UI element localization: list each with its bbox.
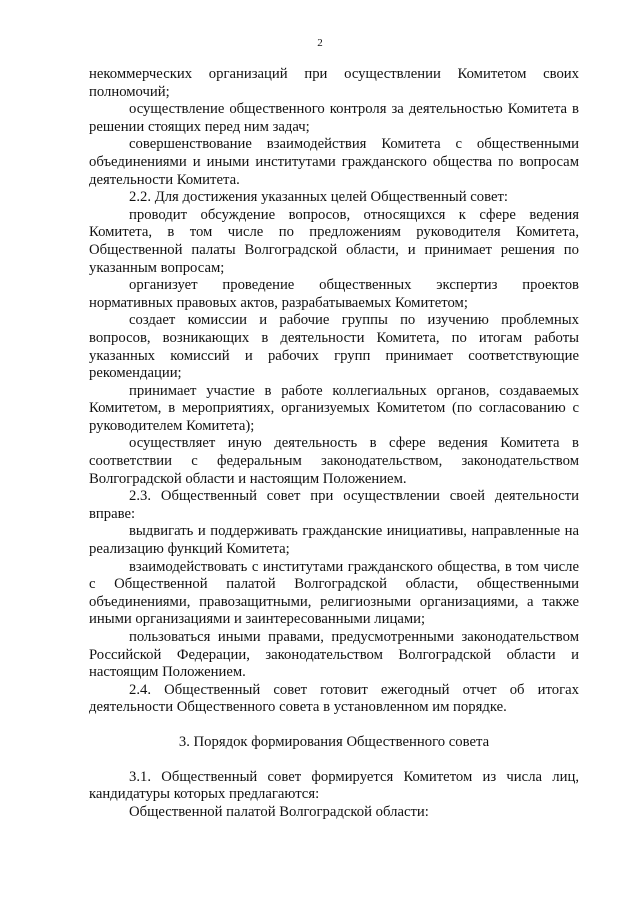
paragraph: осуществляет иную деятельность в сфере ведения Комитета в соответствии с федеральным законодательством, законодательством Волгоградской области и настоящим Положением. [89,435,579,487]
paragraph: принимает участие в работе коллегиальных органов, создаваемых Комитетом, в мероприятиях, организуемых Комитетом (по согласованию с руководителем Комитета); [89,382,579,434]
paragraph: осуществление общественного контроля за деятельностью Комитета в решении стоящих перед ним задач; [89,101,579,135]
page-number: 2 [317,37,323,49]
paragraph: совершенствование взаимодействия Комитета с общественными объединениями и иными институтами гражданского общества по вопросам деятельности Комитета. [89,136,579,188]
paragraph: пользоваться иными правами, предусмотренными законодательством Российской Федерации, законодательством Волгоградской области и настоящим Положением. [89,629,579,681]
paragraph: некоммерческих организаций при осуществлении Комитетом своих полномочий; [89,66,579,100]
paragraph: создает комиссии и рабочие группы по изучению проблемных вопросов, возникающих в деятельности Комитета, по итогам работы указанных комиссий и рабочих групп принимает соответствующие рекомендации; [89,312,579,382]
paragraph: взаимодействовать с институтами гражданского общества, в том числе с Общественной палатой Волгоградской области, общественными объединениями, правозащитными, религиозными организациями, а также иными организациями и заинтересованными лицами; [89,558,579,628]
section-heading: 3. Порядок формирования Общественного совета [178,733,490,750]
document-body [89,66,579,821]
paragraph: проводит обсуждение вопросов, относящихся к сфере ведения Комитета, в том числе по предложениям руководителя Комитета, Общественной палаты Волгоградской области, и принимает решения по указанным вопросам; [89,206,579,276]
paragraph: 2.2. Для достижения указанных целей Общественный совет: [129,189,508,206]
paragraph: организует проведение общественных экспертиз проектов нормативных правовых актов, разрабатываемых Комитетом; [89,277,579,311]
paragraph: выдвигать и поддерживать гражданские инициативы, направленные на реализацию функций Комитета; [89,523,579,558]
paragraph: 3.1. Общественный совет формируется Комитетом из числа лиц, кандидатуры которых предлагаются: [89,768,579,803]
paragraph: Общественной палатой Волгоградской области: [129,803,429,820]
paragraph: 2.3. Общественный совет при осуществлении своей деятельности вправе: [89,488,579,522]
paragraph: 2.4. Общественный совет готовит ежегодный отчет об итогах деятельности Общественного совета в установленном им порядке. [89,681,579,716]
